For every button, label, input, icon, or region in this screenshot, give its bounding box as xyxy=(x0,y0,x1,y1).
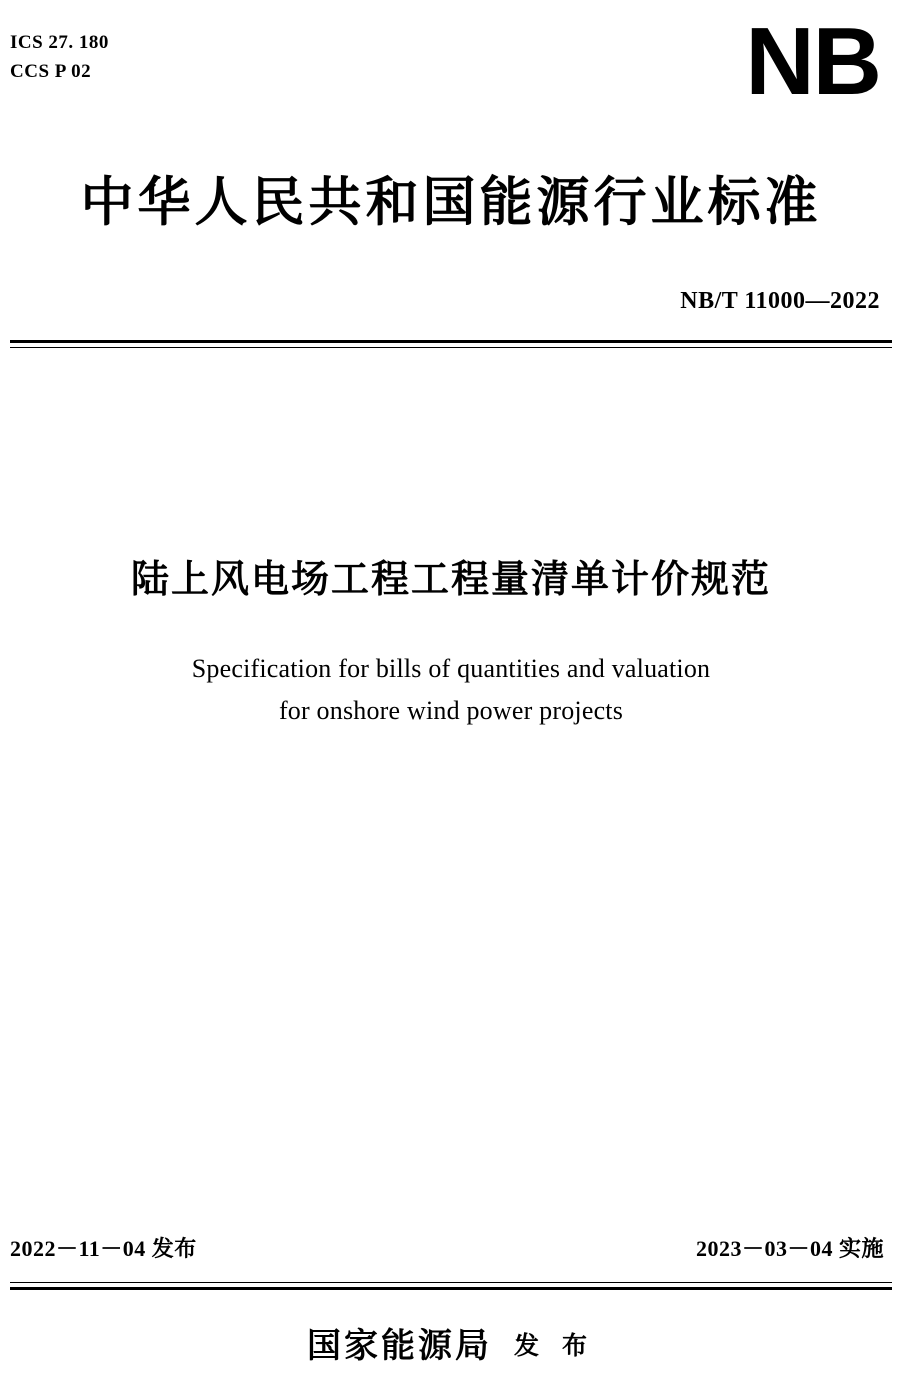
standard-number: NB/T 11000—2022 xyxy=(680,288,880,314)
classification-codes xyxy=(10,28,109,86)
footer-divider-thick xyxy=(10,1287,892,1290)
publisher-action: 发 布 xyxy=(514,1332,595,1360)
document-title-english-line1: Specification for bills of quantities and valuation xyxy=(191,654,711,683)
effective-date: 2023－03－04 实施 xyxy=(695,1236,884,1261)
ics-code: ICS 27. 180 xyxy=(10,32,109,53)
document-title-chinese: 陆上风电场工程工程量清单计价规范 xyxy=(130,559,771,601)
dates-row xyxy=(0,1232,902,1266)
footer-divider-thin xyxy=(10,1282,892,1283)
publisher-organization: 国家能源局 xyxy=(307,1327,493,1365)
document-title-english-line2: for onshore wind power projects xyxy=(278,696,624,725)
header-divider-thin xyxy=(10,347,892,348)
series-title: 中华人民共和国能源行业标准 xyxy=(80,174,822,232)
cover-header xyxy=(0,8,902,128)
publisher-line xyxy=(0,1318,902,1367)
document-title-english xyxy=(0,648,902,732)
issue-date: 2022－11－04 发布 xyxy=(10,1236,197,1261)
header-divider-thick xyxy=(10,340,892,343)
ccs-code: CCS P 02 xyxy=(10,61,92,82)
nb-logo: NB xyxy=(745,8,880,115)
